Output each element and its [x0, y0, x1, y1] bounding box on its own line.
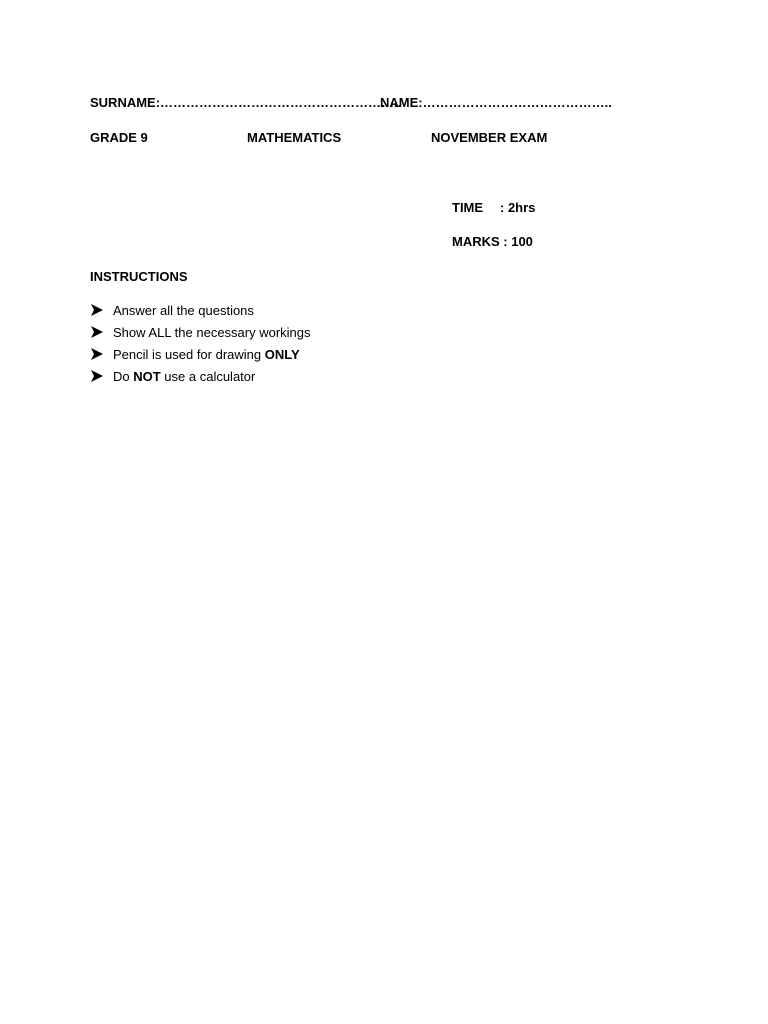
instruction-item-4 — [113, 370, 255, 383]
marks-label: MARKS : 100 — [452, 234, 533, 249]
instruction-item-1: Answer all the questions — [113, 303, 254, 318]
instruction-item-4-emphasis: NOT — [133, 369, 161, 384]
time-label: TIME — [452, 200, 484, 215]
arrowhead-bullet-icon — [90, 347, 104, 361]
exam-label: NOVEMBER EXAM — [431, 130, 548, 145]
instruction-item-2: Show ALL the necessary workings — [113, 325, 311, 340]
grade-label: GRADE 9 — [90, 130, 148, 145]
instructions-heading: INSTRUCTIONS — [90, 269, 188, 284]
surname-field-label: SURNAME:……………………………………………….. — [90, 95, 402, 110]
instruction-item-4-text-end: use a calculator — [160, 369, 256, 384]
name-field-label: NAME:…………………………………….. — [380, 95, 612, 110]
instruction-item-3-text: Pencil is used for drawing — [113, 347, 265, 362]
arrowhead-bullet-icon — [90, 303, 104, 317]
time-value: : 2hrs — [500, 200, 536, 215]
arrowhead-bullet-icon — [90, 325, 104, 339]
instruction-item-3 — [113, 348, 300, 361]
subject-label: MATHEMATICS — [247, 130, 342, 145]
arrowhead-bullet-icon — [90, 369, 104, 383]
instruction-item-4-text: Do — [113, 369, 134, 384]
instruction-item-3-emphasis: ONLY — [264, 347, 300, 362]
